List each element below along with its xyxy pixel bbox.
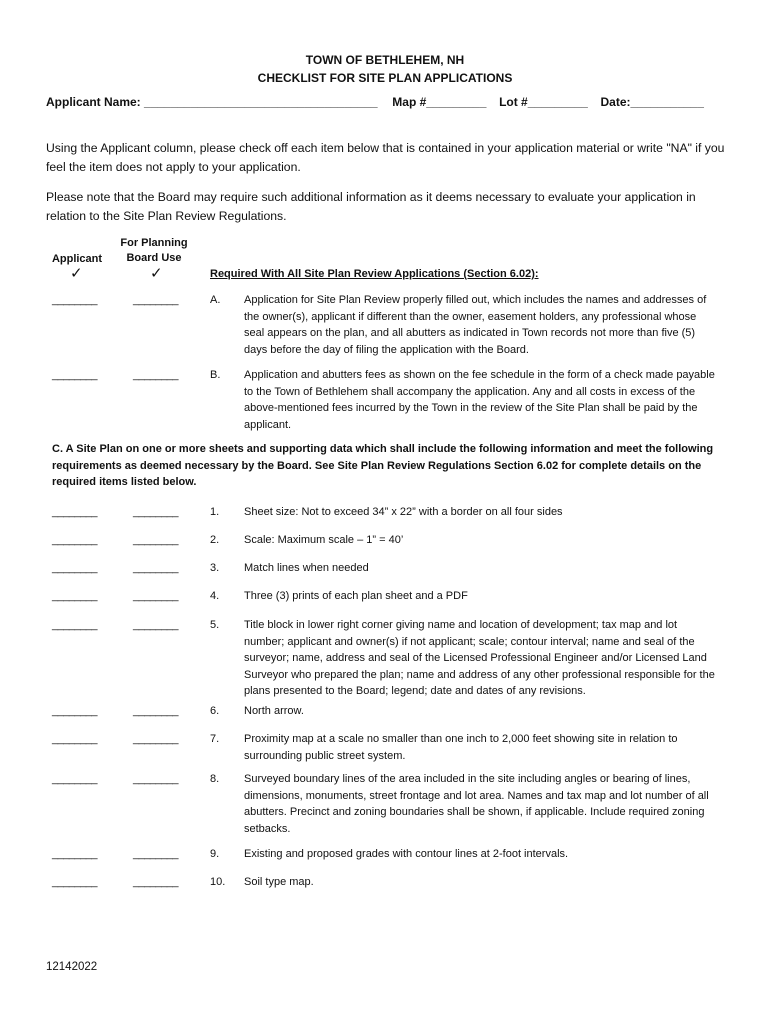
applicant-check-blank[interactable]: ________ [52, 590, 97, 602]
item-number: A. [210, 294, 221, 306]
applicant-check-blank[interactable]: ________ [52, 773, 97, 785]
board-check-blank[interactable]: ________ [133, 705, 178, 717]
item-text: Three (3) prints of each plan sheet and a PDF [244, 590, 468, 602]
applicant-check-blank[interactable]: ________ [52, 562, 97, 574]
item-number: 1. [210, 506, 220, 518]
section-c-heading: C. A Site Plan on one or more sheets and supporting data which shall include the following information and meet the following requirements as deemed necessary by the Board. See Site Plan Review Regulations Section 6.02 for complete details on the required items listed below. [52, 443, 714, 488]
applicant-check-blank[interactable]: ________ [52, 506, 97, 518]
item-number: 8. [210, 773, 220, 785]
item-number: 3. [210, 562, 220, 574]
board-check-blank[interactable]: ________ [133, 773, 178, 785]
item-text: Application and abutters fees as shown on the fee schedule in the form of a check made payable to the Town of Bethlehem shall accompany the application. Any and all costs in excess of the above-mentioned fees incurred by the Town in the review of the Site Plan shall be paid by the applicant. [244, 369, 715, 431]
board-check-blank[interactable]: ________ [133, 562, 178, 574]
item-number: 10. [210, 876, 226, 888]
applicant-column-header: Applicant [51, 253, 103, 265]
item-text: Surveyed boundary lines of the area included in the site including angles or bearing of lines, dimensions, monuments, street frontage and lot area. Names and tax map and lot number of all abutters. Precinct and zoning boundaries shall be shown, if applicable. Include required zoning setbacks. [244, 773, 709, 835]
board-check-blank[interactable]: ________ [133, 590, 178, 602]
item-number: 7. [210, 733, 220, 745]
applicant-check-blank[interactable]: ________ [52, 369, 97, 381]
item-text: Match lines when needed [244, 562, 369, 574]
item-text: Existing and proposed grades with contour lines at 2-foot intervals. [244, 848, 569, 860]
section-a-heading: Required With All Site Plan Review Applications (Section 6.02): [210, 268, 539, 280]
item-number: 5. [210, 619, 220, 631]
applicant-check-blank[interactable]: ________ [52, 619, 97, 631]
board-check-blank[interactable]: ________ [133, 619, 178, 631]
lot-number-field[interactable]: Lot #_________ [499, 95, 588, 109]
applicant-name-field[interactable]: Applicant Name: ___________________________________ [46, 95, 378, 109]
item-number: 9. [210, 848, 220, 860]
applicant-info-line [46, 95, 726, 109]
item-number: 2. [210, 534, 220, 546]
item-number: 6. [210, 705, 220, 717]
board-check-blank[interactable]: ________ [133, 534, 178, 546]
town-title: TOWN OF BETHLEHEM, NH [305, 53, 465, 67]
applicant-check-blank[interactable]: ________ [52, 294, 97, 306]
board-check-blank[interactable]: ________ [133, 876, 178, 888]
item-text: Proximity map at a scale no smaller than one inch to 2,000 feet showing site in relation to surrounding public street system. [244, 733, 678, 762]
item-number: B. [210, 369, 221, 381]
item-text: Sheet size: Not to exceed 34” x 22” with a border on all four sides [244, 506, 563, 518]
instructions-paragraph-1: Using the Applicant column, please check off each item below that is contained in your application material or write "NA" if you feel the item does not apply to your application. [46, 141, 725, 174]
board-check-blank[interactable]: ________ [133, 733, 178, 745]
applicant-check-blank[interactable]: ________ [52, 876, 97, 888]
item-text: Title block in lower right corner giving name and location of development; tax map and lot number; applicant and owner(s) if not applicant; scale; contour interval; name and seal of the surveyor; name, address and seal of the Licensed Professional Engineer and/or Licensed Land Surveyor who prepared the plan; name and address of any other professional responsible for the plans presented to the Board; legend; date and dates of any revisions. [244, 619, 715, 697]
applicant-check-blank[interactable]: ________ [52, 848, 97, 860]
map-number-field[interactable]: Map #_________ [392, 95, 487, 109]
item-text: North arrow. [244, 705, 304, 717]
item-text: Scale: Maximum scale – 1” = 40’ [244, 534, 404, 546]
checkmark-icon: ✓ [70, 265, 83, 282]
board-check-blank[interactable]: ________ [133, 848, 178, 860]
form-title: CHECKLIST FOR SITE PLAN APPLICATIONS [257, 71, 513, 85]
item-number: 4. [210, 590, 220, 602]
applicant-check-blank[interactable]: ________ [52, 705, 97, 717]
instructions-paragraph-2: Please note that the Board may require such additional information as it deems necessary to evaluate your application in relation to the Site Plan Review Regulations. [46, 190, 696, 223]
checkmark-icon: ✓ [150, 265, 163, 282]
planning-board-column-header: For Planning Board Use [120, 237, 188, 264]
applicant-check-blank[interactable]: ________ [52, 534, 97, 546]
board-check-blank[interactable]: ________ [133, 506, 178, 518]
board-check-blank[interactable]: ________ [133, 369, 178, 381]
board-check-blank[interactable]: ________ [133, 294, 178, 306]
item-text: Soil type map. [244, 876, 314, 888]
date-field[interactable]: Date:___________ [600, 95, 704, 109]
applicant-check-blank[interactable]: ________ [52, 733, 97, 745]
item-text: Application for Site Plan Review properly filled out, which includes the names and addresses of the owner(s), applicant if different than the owner, easement holders, any professional whose seal appears on the plan, and all abutters as indicated in Town records not more than five (5) days before the day of filing the application with the Board. [244, 294, 707, 356]
form-revision-code: 12142022 [46, 961, 98, 973]
